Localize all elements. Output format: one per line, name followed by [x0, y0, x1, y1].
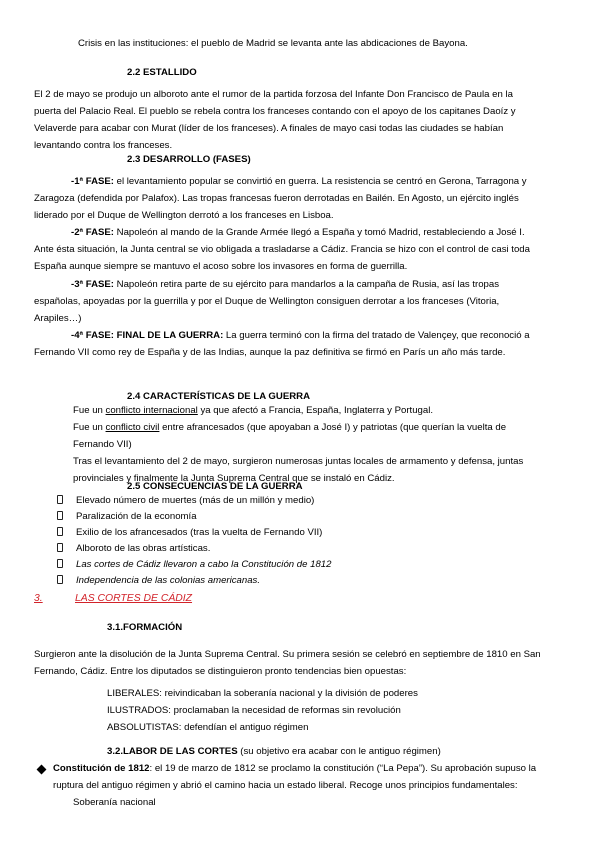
phase-1-line-3: liderado por el Duque de Wellington derrotó a los franceses en Lisboa. — [34, 210, 334, 221]
paragraph-estallido — [34, 86, 564, 154]
phase-2-line-2: Ante ésta situación, la Junta central se vio obligada a trasladarse a Cádiz. Francia se hizo con el control de casi toda — [34, 244, 530, 255]
phase-4-first: La guerra terminó con la firma del tratado de Valençey, que reconoció a — [223, 330, 530, 341]
estallido-line-1: El 2 de mayo se produjo un alboroto ante el rumor de la partida forzosa del Infante Don Francisco de Paula en la — [34, 89, 513, 100]
formacion-line-1: Surgieron ante la disolución de la Junta Suprema Central. Su primera sesión se celebró en septiembre de 1810 en San — [34, 649, 541, 660]
square-bullet-icon — [57, 543, 63, 552]
car-line-5: provinciales y finalmente la Junta Suprema Central que se instaló en Cádiz. — [73, 473, 395, 484]
section-3-title: LAS CORTES DE CÁDIZ — [75, 593, 193, 604]
intro-line: Crisis en las instituciones: el pueblo de Madrid se levanta ante las abdicaciones de Bayona. — [78, 38, 468, 49]
phase-2 — [34, 224, 564, 275]
phase-2-first: Napoleón al mando de la Grande Armée llegó a España y tomó Madrid, restableciendo a José I. — [114, 227, 525, 238]
list-item-text: Alboroto de las obras artísticas. — [76, 543, 211, 554]
estallido-line-3: Velaverde para acabar con Murat (líder de los franceses). A finales de mayo casi todas las ciudades se habían — [34, 123, 504, 134]
constitucion-paragraph — [53, 760, 573, 811]
car-line-1-a: Fue un — [73, 405, 106, 416]
conflicto-internacional-text: conflicto internacional — [105, 405, 198, 416]
heading-2-3: 2.3 DESARROLLO (FASES) — [127, 154, 251, 165]
phase-1-first: el levantamiento popular se convirtió en guerra. La resistencia se centró en Gerona, Tarragona y — [114, 176, 527, 187]
tendencia-liberales: LIBERALES: reivindicaban la soberanía nacional y la división de poderes — [107, 688, 418, 699]
phase-2-label: -2ª FASE: — [71, 227, 114, 238]
square-bullet-icon — [57, 575, 63, 584]
list-item-text: Elevado número de muertes (más de un millón y medio) — [76, 495, 315, 506]
phase-3-line-3: Arapiles…) — [34, 313, 82, 324]
square-bullet-icon — [57, 495, 63, 504]
phase-3 — [34, 276, 564, 327]
heading-3-2-text: 3.2.LABOR DE LAS CORTES — [107, 746, 238, 757]
phase-3-label: -3ª FASE: — [71, 279, 114, 290]
formacion-line-2: Fernando, Cádiz. Entre los diputados se distinguieron pronto tendencias bien opuestas: — [34, 666, 407, 677]
car-line-4: Tras el levantamiento del 2 de mayo, surgieron numerosas juntas locales de armamento y defensa, juntas — [73, 456, 524, 467]
tendencias-list — [107, 685, 547, 736]
phase-1-label: -1ª FASE: — [71, 176, 114, 187]
phase-4-line-2: Fernando VII como rey de España y de las Indias, aunque la paz definitiva se firmó en París un año más tarde. — [34, 347, 506, 358]
list-item — [57, 527, 323, 538]
conflicto-civil-text: conflicto civil — [105, 422, 160, 433]
car-line-1-b: ya que afectó a Francia, España, Inglaterra y Portugal. — [197, 405, 433, 416]
list-item-text: Las cortes de Cádiz llevaron a cabo la Constitución de 1812 — [76, 559, 332, 570]
heading-2-2: 2.2 ESTALLIDO — [127, 67, 197, 78]
heading-3-1: 3.1.FORMACIÓN — [107, 622, 183, 633]
constitucion-line-2: ruptura del antiguo régimen y abrió el camino hacia un estado liberal. Recoge unos principios fundamentales: — [53, 780, 518, 791]
heading-2-5: 2.5 CONSECUENCIAS DE LA GUERRA — [127, 481, 303, 492]
list-item-text: Independencia de las colonias americanas. — [76, 575, 261, 586]
square-bullet-icon — [57, 527, 63, 536]
section-3-number: 3. — [34, 593, 43, 604]
estallido-line-2: puerta del Palacio Real. El pueblo se rebela contra los franceses contando con el apoyo de los capitanes Daoíz y — [34, 106, 516, 117]
heading-3-2 — [107, 746, 441, 757]
heading-2-4: 2.4 CARACTERÍSTICAS DE LA GUERRA — [127, 391, 311, 402]
diamond-bullet-icon — [38, 765, 45, 776]
car-line-3: Fernando VII) — [73, 439, 132, 450]
list-item — [57, 495, 315, 506]
constitucion-line-3: Soberanía nacional — [73, 797, 156, 808]
heading-3-2-note: (su objetivo era acabar con le antiguo régimen) — [237, 746, 441, 757]
tendencia-ilustrados: ILUSTRADOS: proclamaban la necesidad de reformas sin revolución — [107, 705, 401, 716]
list-item-text: Paralización de la economía — [76, 511, 197, 522]
phase-3-line-2: españolas, apoyadas por la guerrilla y por el Duque de Wellington consiguen derrotar a los franceses (Vitoria, — [34, 296, 500, 307]
tendencia-absolutistas: ABSOLUTISTAS: defendían el antiguo régimen — [107, 722, 309, 733]
estallido-line-4: levantando contra los franceses. — [34, 140, 173, 151]
phase-1 — [34, 173, 564, 224]
phase-4-label: -4ª FASE: FINAL DE LA GUERRA: — [71, 330, 224, 341]
car-line-2-b: entre afrancesados (que apoyaban a José I) y patriotas (que querían la vuelta de — [159, 422, 507, 433]
square-bullet-icon — [57, 511, 63, 520]
square-bullet-icon — [57, 559, 63, 568]
list-item-text: Exilio de los afrancesados (tras la vuelta de Fernando VII) — [76, 527, 323, 538]
phase-3-first: Napoleón retira parte de su ejército para mandarlos a la campaña de Rusia, así las tropas — [114, 279, 500, 290]
list-item — [57, 543, 211, 554]
formacion-paragraph — [34, 646, 564, 680]
constitucion-label: Constitución de 1812 — [53, 763, 150, 774]
phase-2-line-3: España aunque siempre se mantuvo el acoso sobre los invasores en forma de guerrilla. — [34, 261, 408, 272]
car-line-2-a: Fue un — [73, 422, 106, 433]
phase-1-line-2: Zaragoza (defendida por Palafox). Las tropas francesas fueron derrotadas en Bailén. En Agosto, un ejército inglés — [34, 193, 519, 204]
constitucion-line-1: : el 19 de marzo de 1812 se proclamo la constitución (“La Pepa”). Su aprobación supuso la — [149, 763, 537, 774]
list-item — [57, 559, 332, 570]
list-item — [57, 511, 197, 522]
phase-4 — [34, 327, 564, 361]
caracteristicas-block — [73, 402, 573, 487]
list-item — [57, 575, 261, 586]
